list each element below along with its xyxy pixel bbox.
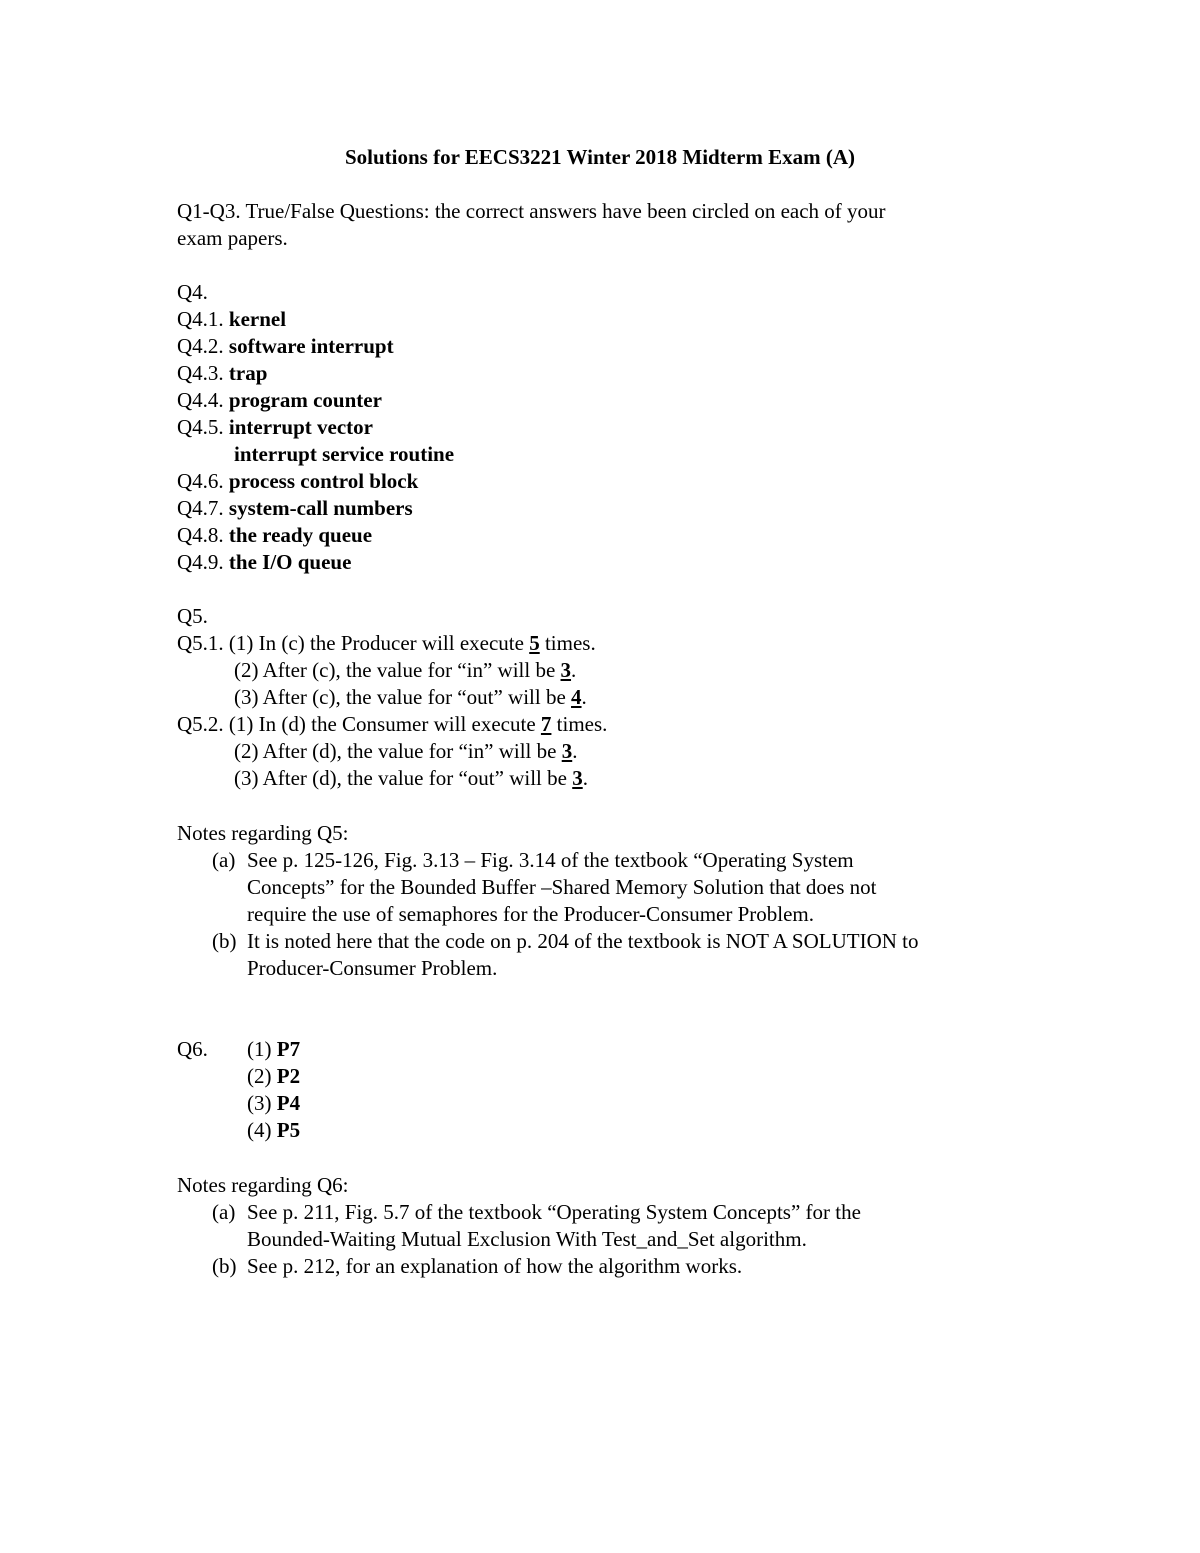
q6-item-answer: P2 bbox=[276, 1064, 301, 1088]
q4-item-answer: the ready queue bbox=[228, 523, 373, 547]
q4-item-answer: kernel bbox=[228, 307, 287, 331]
q5-2-line-1-suffix: times. bbox=[551, 712, 608, 736]
q4-item-number: Q4.5. bbox=[177, 415, 224, 439]
q5-1-line-1-suffix: times. bbox=[539, 631, 596, 655]
q5-2-line-1 bbox=[177, 711, 607, 737]
q4-item-answer: system-call numbers bbox=[228, 496, 413, 520]
q4-item-answer: interrupt vector bbox=[228, 415, 373, 439]
q6-item-answer: P4 bbox=[276, 1091, 301, 1115]
q1q3-line-1: Q1-Q3. True/False Questions: the correct answers have been circled on each of your bbox=[177, 199, 886, 223]
notes-q5-b-line: Producer-Consumer Problem. bbox=[247, 956, 498, 980]
q4-item-answer-continued: interrupt service routine bbox=[234, 442, 455, 466]
q5-1-line-2 bbox=[234, 657, 576, 683]
q5-1-line-2-suffix: . bbox=[571, 658, 577, 682]
q5-2-line-3-text: (3) After (d), the value for “out” will be bbox=[234, 766, 573, 790]
q5-1-answer-2: 3 bbox=[560, 658, 572, 682]
q5-1-line-3 bbox=[234, 684, 587, 710]
q5-2-line-2 bbox=[234, 738, 577, 764]
q5-2-number: Q5.2. bbox=[177, 712, 224, 736]
q5-1-line-3-suffix: . bbox=[581, 685, 587, 709]
notes-q5-b-label: (b) bbox=[212, 929, 237, 953]
notes-q6-a-line: Bounded-Waiting Mutual Exclusion With Test_and_Set algorithm. bbox=[247, 1227, 807, 1251]
q5-1-number: Q5.1. bbox=[177, 631, 224, 655]
notes-q6-heading: Notes regarding Q6: bbox=[177, 1173, 349, 1197]
q5-2-line-2-text: (2) After (d), the value for “in” will be bbox=[234, 739, 562, 763]
notes-q6-a-line: See p. 211, Fig. 5.7 of the textbook “Operating System Concepts” for the bbox=[247, 1200, 861, 1224]
q4-item-answer: trap bbox=[228, 361, 268, 385]
q4-item-answer: the I/O queue bbox=[228, 550, 352, 574]
notes-q5-a-line: See p. 125-126, Fig. 3.13 – Fig. 3.14 of the textbook “Operating System bbox=[247, 848, 854, 872]
q5-2-answer-1: 7 bbox=[540, 712, 552, 736]
q4-item-number: Q4.3. bbox=[177, 361, 224, 385]
q4-item bbox=[177, 387, 382, 413]
q6-item bbox=[247, 1063, 300, 1089]
notes-q5-a-line: Concepts” for the Bounded Buffer –Shared Memory Solution that does not bbox=[247, 875, 877, 899]
q5-2-line-3-suffix: . bbox=[582, 766, 588, 790]
q4-item-answer: program counter bbox=[228, 388, 382, 412]
q6-item-number: (1) bbox=[247, 1037, 272, 1061]
notes-q5-a-label: (a) bbox=[212, 848, 236, 872]
q5-1-line-1-text: (1) In (c) the Producer will execute bbox=[228, 631, 530, 655]
q6-item-number: (2) bbox=[247, 1064, 272, 1088]
q5-2-answer-2: 3 bbox=[561, 739, 573, 763]
q5-1-line-1 bbox=[177, 630, 596, 656]
q4-item bbox=[177, 495, 413, 521]
q6-item bbox=[247, 1036, 300, 1062]
q5-1-answer-1: 5 bbox=[529, 631, 540, 655]
q5-2-line-3 bbox=[234, 765, 588, 791]
q5-1-line-3-text: (3) After (c), the value for “out” will be bbox=[234, 685, 572, 709]
q4-item bbox=[177, 414, 373, 440]
q6-item-number: (3) bbox=[247, 1091, 272, 1115]
q4-item bbox=[177, 360, 267, 386]
page-title: Solutions for EECS3221 Winter 2018 Midterm Exam (A) bbox=[344, 145, 856, 169]
q4-item bbox=[177, 306, 286, 332]
notes-q6-b-line: See p. 212, for an explanation of how the algorithm works. bbox=[247, 1254, 743, 1278]
q6-item-answer: P7 bbox=[276, 1037, 301, 1061]
q4-item bbox=[177, 549, 351, 575]
q4-item bbox=[177, 522, 372, 548]
q4-item-answer: software interrupt bbox=[228, 334, 394, 358]
q6-heading: Q6. bbox=[177, 1037, 208, 1061]
q4-item-number: Q4.9. bbox=[177, 550, 224, 574]
q4-item-number: Q4.7. bbox=[177, 496, 224, 520]
notes-q6-b-label: (b) bbox=[212, 1254, 237, 1278]
notes-q5-a-line: require the use of semaphores for the Producer-Consumer Problem. bbox=[247, 902, 814, 926]
q5-2-line-1-text: (1) In (d) the Consumer will execute bbox=[228, 712, 541, 736]
q4-item bbox=[177, 333, 394, 359]
q6-item bbox=[247, 1090, 300, 1116]
q4-heading: Q4. bbox=[177, 280, 208, 304]
q5-2-line-2-suffix: . bbox=[572, 739, 578, 763]
q5-heading: Q5. bbox=[177, 604, 208, 628]
q5-1-line-2-text: (2) After (c), the value for “in” will be bbox=[234, 658, 561, 682]
q4-item-answer: process control block bbox=[228, 469, 419, 493]
q6-item-number: (4) bbox=[247, 1118, 272, 1142]
q4-item-number: Q4.2. bbox=[177, 334, 224, 358]
q4-item-number: Q4.4. bbox=[177, 388, 224, 412]
q5-1-answer-3: 4 bbox=[571, 685, 582, 709]
q4-item-number: Q4.1. bbox=[177, 307, 224, 331]
q4-item bbox=[177, 468, 418, 494]
q4-item-number: Q4.8. bbox=[177, 523, 224, 547]
q6-item bbox=[247, 1117, 300, 1143]
notes-q6-a-label: (a) bbox=[212, 1200, 236, 1224]
q6-item-answer: P5 bbox=[276, 1118, 301, 1142]
notes-q5-b-line: It is noted here that the code on p. 204 of the textbook is NOT A SOLUTION to bbox=[247, 929, 919, 953]
q1q3-line-2: exam papers. bbox=[177, 226, 288, 250]
q5-2-answer-3: 3 bbox=[572, 766, 583, 790]
notes-q5-heading: Notes regarding Q5: bbox=[177, 821, 349, 845]
q4-item-number: Q4.6. bbox=[177, 469, 224, 493]
